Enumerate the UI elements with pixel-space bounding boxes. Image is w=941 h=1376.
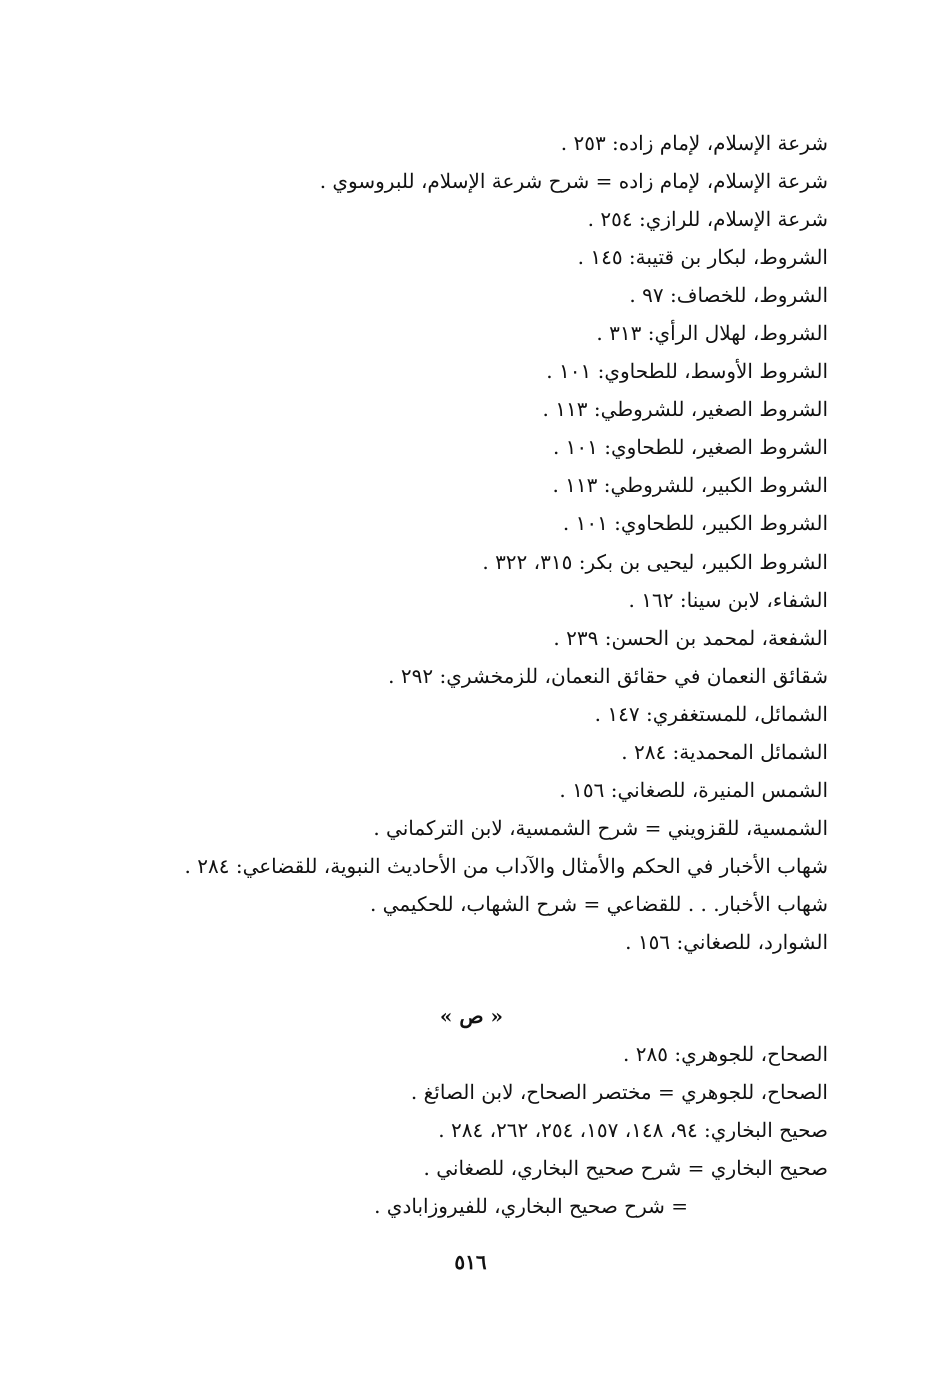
index-entry: شهاب الأخبار. . . للقضاعي = شرح الشهاب، للحكيمي . xyxy=(369,891,828,916)
page-number: ٥١٦ xyxy=(454,1250,487,1274)
index-entry: الصحاح، للجوهري: ٢٨٥ . xyxy=(623,1042,828,1067)
index-entry: الشروط، للخصاف: ٩٧ . xyxy=(629,283,828,308)
index-entry: الشروط الأوسط، للطحاوي: ١٠١ . xyxy=(546,359,828,384)
index-entry: صحيح البخاري = شرح صحيح البخاري، للصغاني . xyxy=(423,1156,828,1181)
index-entry: الشمائل المحمدية: ٢٨٤ . xyxy=(621,739,828,764)
index-sub-entry: = شرح صحيح البخاري، للفيروزابادي . xyxy=(374,1194,688,1219)
index-entry: شرعة الإسلام، للرازي: ٢٥٤ . xyxy=(587,207,828,232)
index-entry: الصحاح، للجوهري = مختصر الصحاح، لابن الصائغ . xyxy=(410,1080,828,1105)
index-entry: الشروط الصغير، للطحاوي: ١٠١ . xyxy=(552,435,828,460)
index-entry: الشفاء، لابن سينا: ١٦٢ . xyxy=(628,587,828,612)
index-entries xyxy=(48,124,828,1225)
index-entry: الشفعة، لمحمد بن الحسن: ٢٣٩ . xyxy=(553,625,828,650)
index-entry: شقائق النعمان في حقائق النعمان، للزمخشري: ٢٩٢ . xyxy=(388,663,828,688)
index-entry: الشمس المنيرة، للصغاني: ١٥٦ . xyxy=(559,777,828,802)
section-heading: « ص » xyxy=(439,1004,503,1029)
index-entry: الشروط الكبير، ليحيى بن بكر: ٣١٥، ٣٢٢ . xyxy=(482,549,828,574)
section-spacer xyxy=(48,961,828,997)
index-entry: الشروط الصغير، للشروطي: ١١٣ . xyxy=(542,397,828,422)
index-entry: صحيح البخاري: ٩٤، ١٤٨، ١٥٧، ٢٥٤، ٢٦٢، ٢٨٤ . xyxy=(438,1118,828,1143)
index-entry: الشمائل، للمستغفري: ١٤٧ . xyxy=(594,701,828,726)
index-entry: الشروط، لبكار بن قتيبة: ١٤٥ . xyxy=(577,245,828,270)
index-entry: الشوارد، للصغاني: ١٥٦ . xyxy=(625,929,828,954)
index-entry: الشروط، لهلال الرأي: ٣١٣ . xyxy=(596,321,828,346)
index-entry: الشروط الكبير، للشروطي: ١١٣ . xyxy=(552,473,828,498)
index-entry: شرعة الإسلام، لإمام زاده = شرح شرعة الإسلام، للبروسوي . xyxy=(319,169,828,194)
index-entry: الشمسية، للقزويني = شرح الشمسية، لابن التركماني . xyxy=(373,815,828,840)
index-entry: شهاب الأخبار في الحكم والأمثال والآداب من الأحاديث النبوية، للقضاعي: ٢٨٤ . xyxy=(184,853,828,878)
index-entry: شرعة الإسلام، لإمام زاده: ٢٥٣ . xyxy=(560,131,828,155)
index-entry: الشروط الكبير، للطحاوي: ١٠١ . xyxy=(562,511,828,536)
